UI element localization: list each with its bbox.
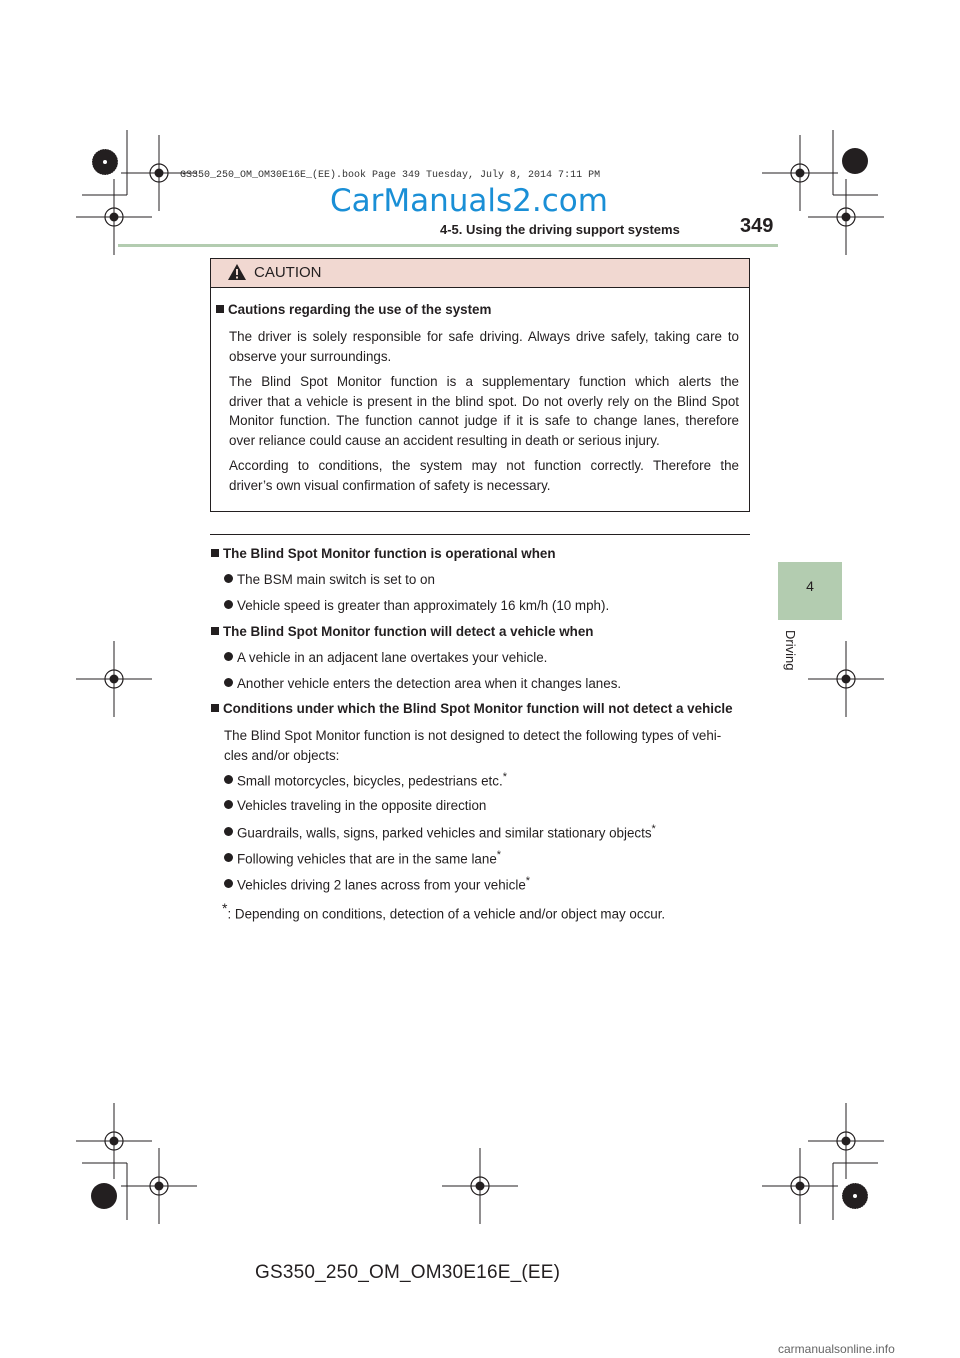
caution-paragraph: The Blind Spot Monitor function is a supplementary function which alerts the driver that a vehicle is present in the blind spot. Do not overly rely on the Blind Spot Monitor function. The function cannot judge if it is safe to change lanes, therefore over reliance could cause an accident resulting in death or serious injury. (229, 374, 739, 448)
section-divider (210, 534, 750, 535)
round-bullet-icon (224, 879, 233, 888)
caution-heading: Cautions regarding the use of the system (216, 302, 491, 317)
footnote: *: Depending on conditions, detection of a vehicle and/or object may occur. (222, 900, 666, 922)
caution-paragraph: The driver is solely responsible for safe driving. Always drive safely, taking care to observe your surroundings. (229, 329, 739, 364)
round-bullet-icon (224, 853, 233, 862)
list-item: The BSM main switch is set to on (224, 572, 435, 587)
round-bullet-icon (224, 678, 233, 687)
watermark-bottom: carmanualsonline.info (778, 1342, 895, 1356)
round-bullet-icon (224, 652, 233, 661)
round-bullet-icon (224, 574, 233, 583)
round-bullet-icon (224, 600, 233, 609)
registration-cross-mark (121, 1148, 197, 1224)
round-bullet-icon (224, 800, 233, 809)
section-heading: The Blind Spot Monitor function will detect a vehicle when (211, 624, 594, 639)
section-header: 4-5. Using the driving support systems (440, 222, 680, 237)
registration-dot-mark (842, 148, 868, 174)
registration-cross-mark (808, 641, 884, 717)
list-item: Vehicles driving 2 lanes across from your vehicle* (224, 875, 530, 892)
square-bullet-icon (211, 549, 219, 557)
watermark-top: CarManuals2.com (330, 183, 608, 219)
registration-cross-mark (76, 1103, 152, 1179)
list-item: Guardrails, walls, signs, parked vehicles and similar stationary objects* (224, 823, 656, 840)
section-heading: The Blind Spot Monitor function is operational when (211, 546, 556, 561)
list-item: Vehicles traveling in the opposite direction (224, 798, 486, 813)
header-rule (118, 244, 778, 247)
section-intro: The Blind Spot Monitor function is not designed to detect the following types of vehi- cles and/or objects: (224, 728, 722, 763)
registration-dot-mark (91, 1183, 117, 1209)
registration-cross-mark (76, 641, 152, 717)
chapter-label (778, 630, 818, 680)
section-heading: Conditions under which the Blind Spot Monitor function will not detect a vehicle (211, 701, 733, 716)
square-bullet-icon (211, 627, 219, 635)
warning-triangle-icon (227, 263, 247, 281)
registration-cross-mark (762, 135, 838, 211)
registration-cross-mark (808, 179, 884, 255)
round-bullet-icon (224, 775, 233, 784)
registration-sun-mark-bottom-right (842, 1183, 868, 1209)
caution-title: CAUTION (254, 264, 322, 281)
registration-cross-mark (808, 1103, 884, 1179)
round-bullet-icon (224, 827, 233, 836)
list-item: Another vehicle enters the detection area when it changes lanes. (224, 676, 621, 691)
list-item: A vehicle in an adjacent lane overtakes your vehicle. (224, 650, 547, 665)
list-item: Small motorcycles, bicycles, pedestrians etc.* (224, 771, 507, 788)
registration-cross-mark (762, 1148, 838, 1224)
list-item: Vehicle speed is greater than approximately 16 km/h (10 mph). (224, 598, 609, 613)
printer-slug-line: GS350_250_OM_OM30E16E_(EE).book Page 349 Tuesday, July 8, 2014 7:11 PM (180, 170, 601, 181)
chapter-number: 4 (806, 578, 814, 594)
caution-paragraph: According to conditions, the system may not function correctly. Therefore the driver’s own visual confirmation of safety is necessary. (229, 458, 739, 493)
list-item: Following vehicles that are in the same lane* (224, 849, 501, 866)
footer-doc-code: GS350_250_OM_OM30E16E_(EE) (255, 1262, 561, 1283)
registration-cross-mark (442, 1148, 518, 1224)
square-bullet-icon (211, 704, 219, 712)
square-bullet-icon (216, 305, 224, 313)
page-number: 349 (740, 215, 774, 237)
chapter-label-text: Driving (783, 630, 798, 671)
registration-sun-mark-top-left (92, 149, 118, 175)
